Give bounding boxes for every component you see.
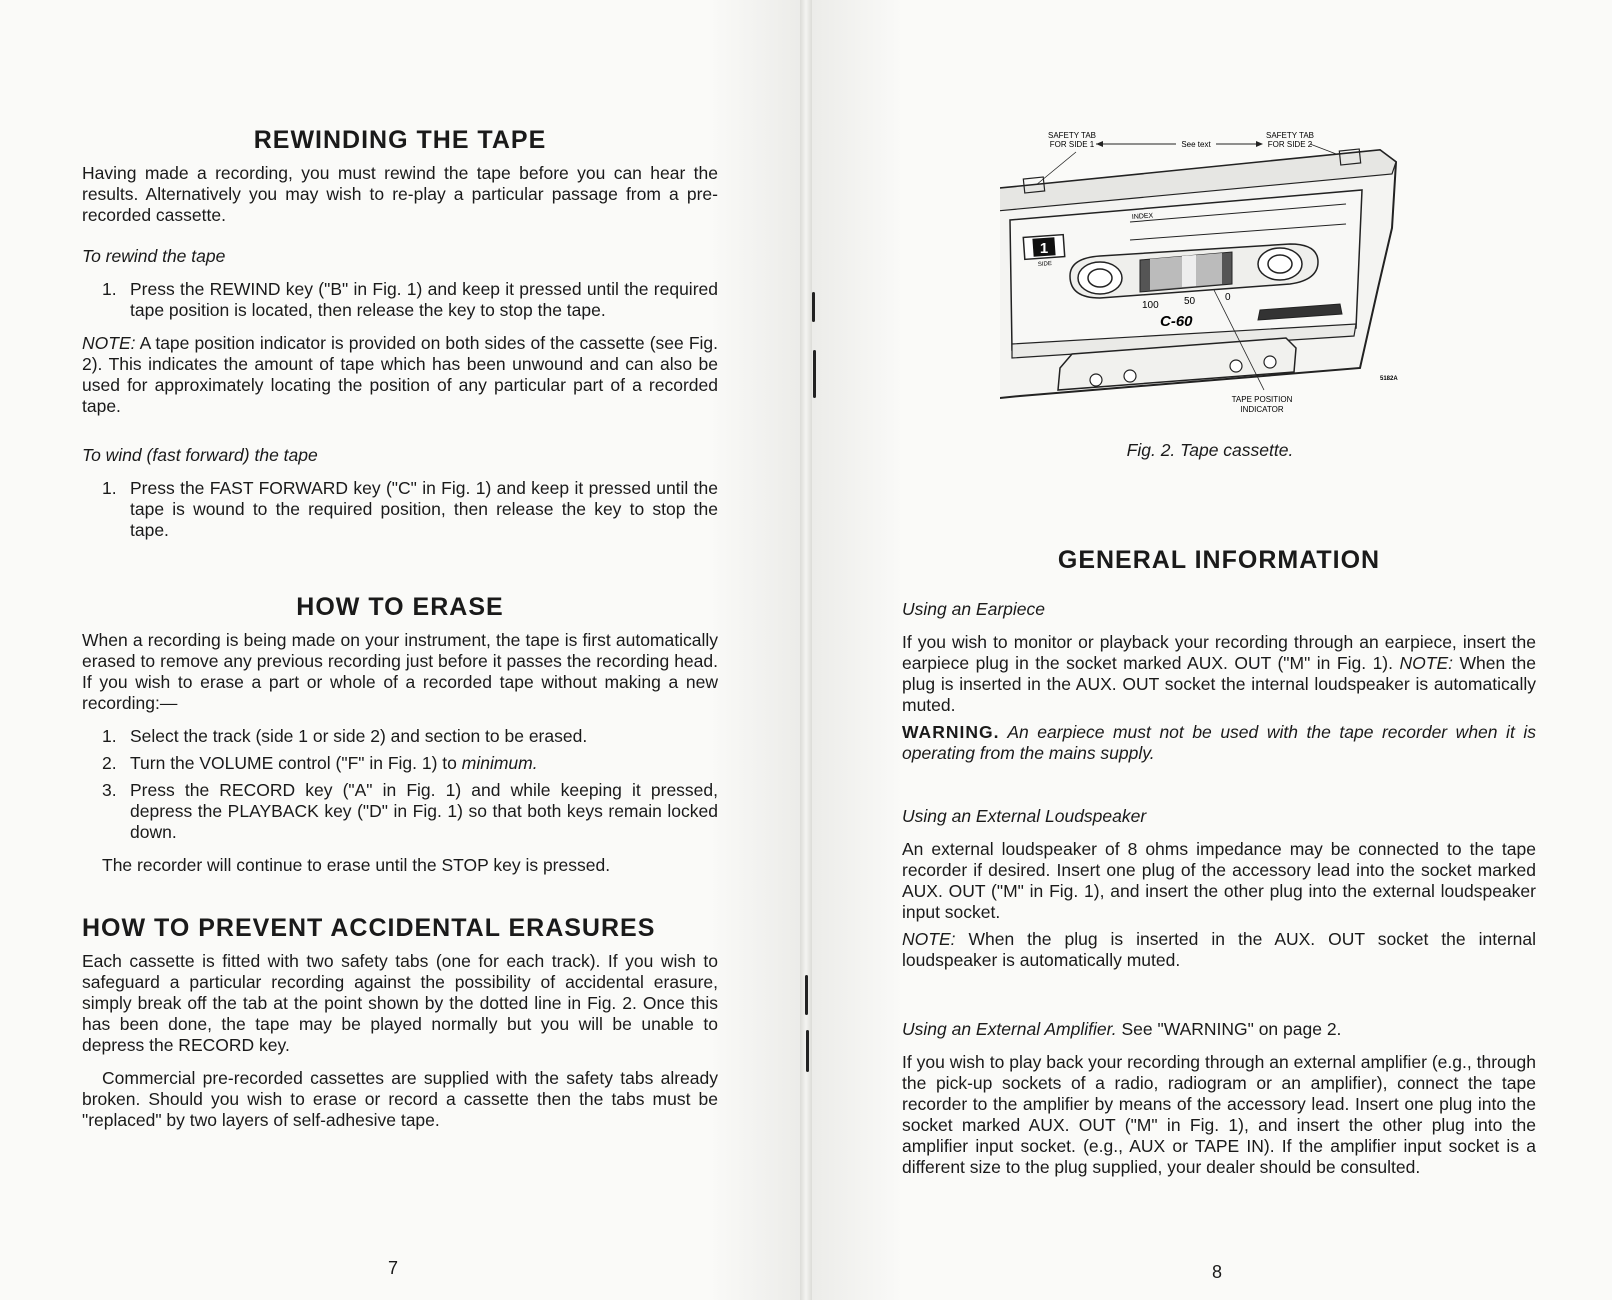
figure-label-0: 0	[1225, 292, 1231, 303]
speaker-subheading: Using an External Loudspeaker	[902, 806, 1147, 826]
list-item: 1. Select the track (side 1 or side 2) and section to be erased.	[102, 726, 588, 746]
earpiece-text	[902, 632, 1536, 716]
heading-general-information: GENERAL INFORMATION	[1057, 546, 1381, 574]
speaker-text: An external loudspeaker of 8 ohms impedance may be connected to the tape recorder if desired. Insert one plug of the accessory lead into the socket marked AUX. OUT ("M" in Fig. 1), and insert the other plug into the external loudspeaker input socket.	[902, 839, 1536, 922]
figure-label-tab1-b: FOR SIDE 1	[1049, 140, 1095, 149]
binding-mark	[813, 350, 816, 398]
heading-erase: HOW TO ERASE	[296, 593, 504, 621]
rewind-steps	[82, 279, 718, 321]
note-label: NOTE:	[82, 333, 136, 353]
earpiece-subheading: Using an Earpiece	[902, 599, 1045, 619]
rewind-subheading: To rewind the tape	[82, 246, 226, 266]
figure-label-indicator-b: INDICATOR	[1240, 405, 1284, 414]
rewind-intro: Having made a recording, you must rewind the tape before you can hear the results. Alternatively you may wish to re-play a particular passage from a pre-recorded cassette.	[82, 163, 718, 225]
erase-steps	[82, 726, 718, 843]
figure-label-indicator-a: TAPE POSITION	[1231, 395, 1293, 404]
note-label: NOTE:	[1399, 653, 1453, 673]
rewind-note	[82, 333, 718, 417]
erase-step-emphasis: minimum.	[461, 753, 538, 773]
figure-tape-cassette	[1000, 128, 1430, 428]
speaker-note	[902, 929, 1536, 971]
warning-text: An earpiece must not be used with the tape recorder when it is operating from the mains supply.	[902, 722, 1536, 763]
figure-label-c60: C-60	[1160, 313, 1193, 330]
earpiece-note: When the plug is inserted in the AUX. OUT socket the internal loudspeaker is automatically muted.	[902, 653, 1536, 715]
erase-step-text: Turn the VOLUME control ("F" in Fig. 1) to	[130, 753, 462, 773]
figure-label-tab2-a: SAFETY TAB	[1265, 131, 1315, 140]
page-number-right: 8	[1212, 1262, 1223, 1282]
erase-step-text: Select the track (side 1 or side 2) and section to be erased.	[130, 726, 588, 746]
prevent-para-2: Commercial pre-recorded cassettes are supplied with the safety tabs already broken. Should you wish to erase or record a cassette then the tabs must be "replaced" by two layers of self-adhesive tape.	[82, 1068, 718, 1130]
list-item: 1. Press the FAST FORWARD key ("C" in Fig. 1) and keep it pressed until the tape is wound to the required position, then release the key to stop the tape.	[102, 478, 718, 540]
cassette-illustration	[1000, 128, 1430, 428]
figure-label-tab1-a: SAFETY TAB	[1047, 131, 1097, 140]
figure-label-see: See text	[1181, 140, 1211, 149]
wind-subheading: To wind (fast forward) the tape	[82, 445, 318, 465]
figure-caption: Fig. 2. Tape cassette.	[1126, 440, 1294, 460]
speaker-note-text: When the plug is inserted in the AUX. OUT socket the internal loudspeaker is automatically muted.	[902, 929, 1536, 970]
earpiece-body: If you wish to monitor or playback your recording through an earpiece, insert the earpiece plug in the socket marked AUX. OUT ("M" in Fig. 1).	[902, 632, 1536, 673]
page-number-left: 7	[388, 1258, 399, 1278]
erase-intro: When a recording is being made on your instrument, the tape is first automatically erased to remove any previous recording just before it passes the recording head. If you wish to erase a part or whole of a recorded tape without making a new recording:—	[82, 630, 718, 713]
figure-label-100: 100	[1142, 300, 1159, 311]
right-column	[902, 546, 1536, 1190]
figure-label-side: SIDE	[1037, 261, 1053, 268]
figure-label-50: 50	[1184, 296, 1196, 307]
heading-prevent: HOW TO PREVENT ACCIDENTAL ERASURES	[82, 914, 656, 942]
note-text: A tape position indicator is provided on both sides of the cassette (see Fig. 2). This indicates the amount of tape which has been unwound and can also be used for approximately locating the position of any particular part of a recorded tape.	[82, 333, 718, 416]
amp-text: If you wish to play back your recording through an external amplifier (e.g., through the pick-up sockets of a radio, radiogram or an amplifier), connect the tape recorder to the amplifier by means of the accessory lead. Insert one plug into the socket marked AUX. OUT ("M" in Fig. 1), and insert the other plug into the amplifier input socket. (e.g., AUX or TAPE IN). If the amplifier input socket is a different size to the plug supplied, your dealer should be consulted.	[902, 1052, 1536, 1177]
heading-rewinding: REWINDING THE TAPE	[253, 126, 547, 154]
binding-mark	[805, 975, 808, 1015]
amp-subheading	[902, 1019, 1536, 1040]
erase-step-text: Press the RECORD key ("A" in Fig. 1) and while keeping it pressed, depress the PLAYBACK key ("D" in Fig. 1) so that both keys remain locked down.	[130, 780, 718, 842]
erase-outro: The recorder will continue to erase until the STOP key is pressed.	[102, 855, 611, 875]
rewind-step-text: Press the REWIND key ("B" in Fig. 1) and keep it pressed until the required tape position is located, then release the key to stop the tape.	[130, 279, 718, 320]
figure-label-side-number: 1	[1039, 240, 1049, 257]
figure-label-index: INDEX	[1131, 212, 1154, 221]
amp-subheading-italic: Using an External Amplifier.	[902, 1019, 1117, 1039]
list-item: 1. Press the REWIND key ("B" in Fig. 1) and keep it pressed until the required tape position is located, then release the key to stop the tape.	[102, 279, 718, 320]
prevent-para-1: Each cassette is fitted with two safety tabs (one for each track). If you wish to safeguard a particular recording against the possibility of accidental erasure, simply break off the tab at the point shown by the dotted line in Fig. 2. Once this has been done, the tape may be played normally but you will be unable to depress the RECORD key.	[82, 951, 718, 1055]
binding-mark	[812, 292, 815, 322]
binding-mark	[806, 1030, 809, 1072]
page-gutter	[800, 0, 812, 1300]
list-item: 3. Press the RECORD key ("A" in Fig. 1) and while keeping it pressed, depress the PLAYBACK key ("D" in Fig. 1) so that both keys remain locked down.	[102, 780, 718, 842]
left-column	[82, 126, 718, 1143]
warning-label: WARNING.	[902, 722, 1000, 742]
wind-steps	[82, 478, 718, 541]
earpiece-warning	[902, 722, 1536, 764]
wind-step-text: Press the FAST FORWARD key ("C" in Fig. 1) and keep it pressed until the tape is wound to the required position, then release the key to stop the tape.	[130, 478, 718, 540]
figure-label-tab2-b: FOR SIDE 2	[1267, 140, 1313, 149]
note-label: NOTE:	[902, 929, 956, 949]
figure-label-code: 5182A	[1380, 376, 1398, 382]
list-item: 2. Turn the VOLUME control ("F" in Fig. 1) to minimum.	[102, 753, 538, 773]
amp-subheading-rest: See "WARNING" on page 2.	[1116, 1019, 1342, 1039]
